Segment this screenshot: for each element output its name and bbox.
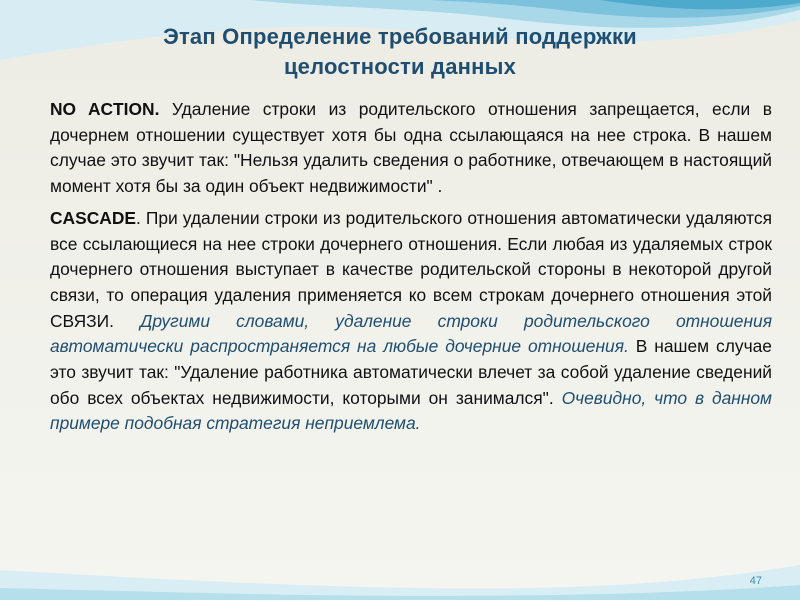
- paragraph-no-action-text: Удаление строки из родительского отношения запрещается, если в дочернем отношении существует хотя бы одна ссылающаяся на нее строка. В нашем случае это звучит так: "Нельзя удалить сведения о работнике, отвечающем в настоящий момент хотя бы за один объект недвижимости" .: [50, 99, 773, 197]
- slide-title-line-2: целостности данных: [283, 54, 517, 79]
- paragraph-no-action: [50, 97, 772, 200]
- paragraph-cascade-italic-2: Очевидно, что в данном примере подобная стратегия неприемлема.: [50, 387, 772, 434]
- term-no-action: NO ACTION.: [50, 99, 160, 119]
- slide-body: [50, 97, 772, 443]
- paragraph-cascade-text-1: . При удалении строки из родительского отношения автоматически удаляются все ссылающиеся на нее строки дочернего отношения. Если любая из удаляемых строк дочернего отношения выступает в качестве родительской стороны в некоторой другой связи, то операция удаления применяется ко всем строкам дочернего отношения этой СВЯЗИ.: [50, 207, 772, 331]
- term-cascade: CASCADE: [50, 207, 136, 228]
- bottom-wave-decoration: [0, 530, 800, 600]
- paragraph-cascade-text-2: В нашем случае это звучит так: "Удаление работника автоматически влечет за собой удаление сведений обо всех объектах недвижимости, которыми он занимался".: [50, 336, 772, 408]
- paragraph-cascade-italic-1: Другими словами, удаление строки родительского отношения автоматически распространяется на любые дочерние отношения.: [50, 310, 772, 357]
- slide-title-line-1: Этап Определение требований поддержки: [163, 24, 637, 49]
- slide-title: [60, 22, 740, 82]
- paragraph-cascade: [50, 206, 772, 437]
- page-number: 47: [749, 575, 762, 587]
